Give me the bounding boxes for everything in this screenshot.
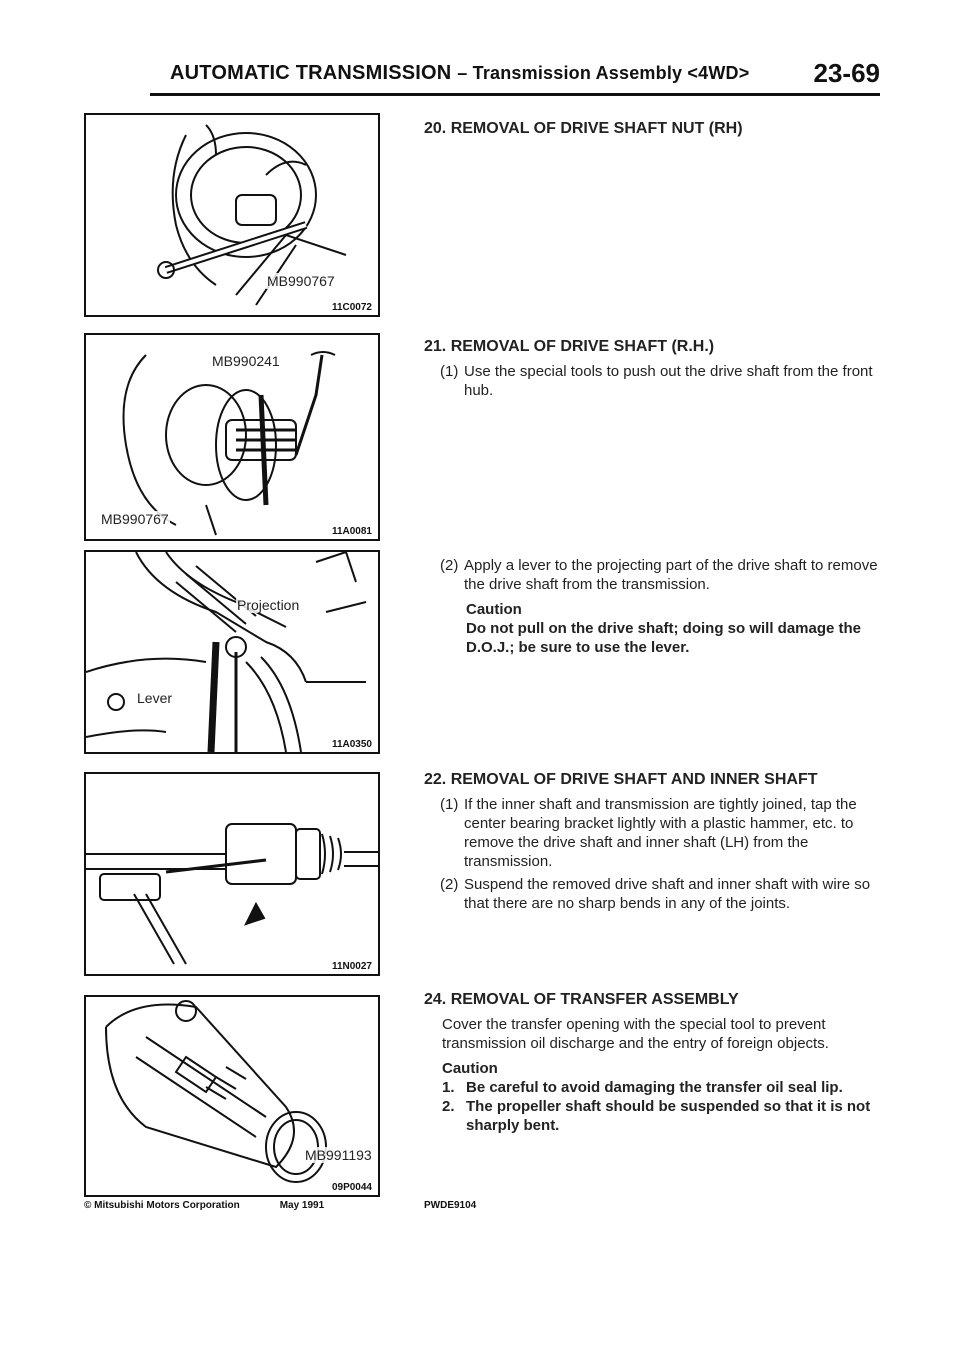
step-text: Use the special tools to push out the drive shaft from the front hub. (464, 363, 873, 399)
illustration-hammer (86, 774, 378, 974)
figure-code: 11C0072 (331, 302, 372, 313)
footer-copyright: © Mitsubishi Motors Corporation (84, 1200, 240, 1211)
footer-doc-code: PWDE9104 (424, 1200, 477, 1211)
caution-item (442, 1078, 884, 1097)
section-21-continued (424, 556, 884, 657)
section-paragraph: Cover the transfer opening with the special tool to prevent transmission oil discharge and the entry of foreign objects. (442, 1016, 829, 1052)
section-22 (424, 770, 884, 917)
step-text: Suspend the removed drive shaft and inner shaft with wire so that there are no sharp bends in any of the joints. (464, 876, 871, 912)
step (440, 875, 884, 913)
step-number: (2) (440, 557, 459, 574)
step-number: (1) (440, 796, 459, 813)
page-title (170, 62, 749, 85)
title-sub: – Transmission Assembly <4WD> (457, 63, 750, 83)
figure-code: 11N0027 (331, 961, 372, 972)
figure-label: MB990767 (267, 273, 335, 289)
figure-label: MB990241 (212, 353, 280, 369)
section-20 (424, 119, 884, 144)
figure-label: MB991193 (305, 1147, 372, 1163)
section-heading: 22. REMOVAL OF DRIVE SHAFT AND INNER SHAFT (424, 771, 818, 788)
step (440, 795, 884, 871)
illustration-transfer (86, 997, 378, 1195)
section-24 (424, 990, 884, 1135)
figure-transfer-cover (84, 995, 380, 1197)
caution-text: The propeller shaft should be suspended so that it is not sharply bent. (466, 1098, 871, 1134)
figure-label: Lever (137, 690, 173, 706)
figure-drive-shaft-nut (84, 113, 380, 317)
step-text: If the inner shaft and transmission are tightly joined, tap the center bearing bracket lightly with a plastic hammer, etc. to remove the drive shaft and inner shaft (LH) from the transmission. (464, 796, 857, 870)
caution-number: 1. (442, 1079, 455, 1096)
figure-label: Projection (237, 597, 300, 613)
header-rule (150, 93, 880, 96)
step-text: Apply a lever to the projecting part of the drive shaft to remove the drive shaft from the transmission. (464, 557, 878, 593)
caution-text: Do not pull on the drive shaft; doing so will damage the D.O.J.; be sure to use the lever. (466, 620, 862, 656)
figure-code: 09P0044 (331, 1182, 372, 1193)
section-heading: 24. REMOVAL OF TRANSFER ASSEMBLY (424, 991, 739, 1008)
step-number: (2) (440, 876, 459, 893)
page-header (150, 58, 880, 98)
section-21 (424, 337, 884, 404)
footer-date: May 1991 (279, 1200, 325, 1211)
section-heading: 21. REMOVAL OF DRIVE SHAFT (R.H.) (424, 338, 715, 355)
caution-text: Be careful to avoid damaging the transfer oil seal lip. (466, 1079, 843, 1096)
figure-drive-shaft-push-out (84, 333, 380, 541)
step-number: (1) (440, 363, 459, 380)
figure-lever-projection (84, 550, 380, 754)
figure-label: MB990767 (101, 511, 169, 527)
title-main: AUTOMATIC TRANSMISSION (170, 62, 452, 84)
step (440, 556, 884, 594)
section-heading: 20. REMOVAL OF DRIVE SHAFT NUT (RH) (424, 120, 743, 137)
footer-copyright-line (84, 1200, 324, 1211)
caution-label: Caution (442, 1060, 498, 1077)
figure-code: 11A0350 (331, 739, 372, 750)
caution-item (442, 1097, 884, 1135)
figure-code: 11A0081 (331, 526, 372, 537)
illustration-lever (86, 552, 378, 752)
figure-hammer-shaft (84, 772, 380, 976)
caution-number: 2. (442, 1098, 455, 1115)
step (440, 362, 884, 400)
page-number: 23-69 (813, 58, 880, 88)
caution-label: Caution (466, 601, 522, 618)
